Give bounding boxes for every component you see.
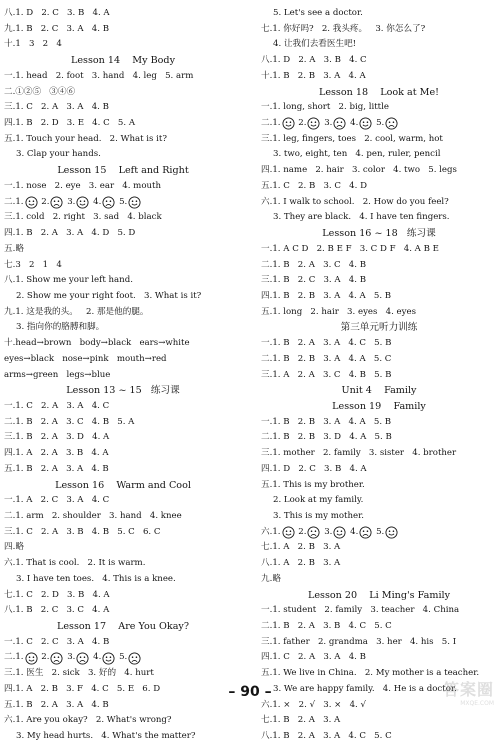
answer-text: 二.1. arm 2. shoulder 3. hand 4. knee (4, 511, 182, 521)
answer-text: 2. Show me your right foot. 3. What is it? (16, 290, 202, 301)
answer-text: 二.1. (4, 196, 24, 207)
answer-text: 五.1. C 2. B 3. C 4. D (261, 180, 367, 191)
answer-text: 五.1. This is my brother. (261, 479, 365, 490)
answer-line (4, 336, 242, 352)
answer-text: 三.1. B 2. C 3. A 4. B (261, 275, 367, 286)
answer-line (261, 368, 497, 384)
answer-line (4, 147, 242, 163)
answer-text: 九.1. 这是我的头。 2. 那是他的腿。 (4, 306, 149, 317)
answer-text: 5. (116, 196, 128, 207)
answer-text: 三.1. father 2. grandma 3. her 4. his 5. I (261, 636, 457, 647)
answer-text: 3. We are happy family. 4. He is a doctor. (273, 683, 457, 694)
answer-line (261, 556, 497, 572)
answer-line (261, 53, 497, 69)
answer-text: 3. two, eight, ten 4. pen, ruler, pencil (273, 149, 441, 160)
answer-text: 五.1. Touch your head. 2. What is it? (4, 133, 167, 144)
answer-text: 八.1. B 2. C 3. C 4. A (4, 605, 110, 616)
answer-text: 二.①②⑤ ③④⑥ (4, 86, 76, 97)
answer-text: 三.1. B 2. A 3. D 4. A (4, 432, 110, 443)
answer-line (4, 446, 242, 462)
answer-text: 八.1. A 2. B 3. A (261, 558, 341, 569)
answer-text: 2. (295, 118, 307, 129)
answer-text: 四.1. D 2. C 3. B 4. A (261, 463, 367, 474)
answer-text: Lesson 20 Li Ming's Family (308, 589, 450, 601)
answer-text: 4. (90, 196, 102, 207)
answer-text: Lesson 15 Left and Right (57, 165, 189, 177)
answer-text: 3. 指向你的胳膊和脚。 (16, 322, 105, 333)
answer-text: 一.1. long, short 2. big, little (261, 102, 389, 113)
answer-line (261, 603, 497, 619)
answer-line (4, 6, 242, 22)
lesson-heading (261, 588, 497, 604)
answer-line (261, 635, 497, 651)
answer-line (4, 540, 242, 556)
answer-text: 六.1. I walk to school. 2. How do you feel? (261, 196, 449, 207)
answer-text: 五.1. B 2. A 3. A 4. B (4, 699, 109, 710)
answer-text: 4. (347, 118, 359, 129)
answer-line (261, 22, 497, 38)
answer-line (4, 132, 242, 148)
answer-text: 四.1. A 2. A 3. B 4. A (4, 448, 109, 459)
answer-text: 三.1. A 2. A 3. C 4. B 5. B (261, 369, 392, 380)
answer-text: 六.1. (261, 526, 281, 537)
lesson-heading (261, 320, 497, 336)
answer-text: Lesson 17 Are You Okay? (56, 621, 189, 633)
answer-text: 一.1. nose 2. eye 3. ear 4. mouth (4, 180, 162, 191)
answer-text: 一.1. C 2. A 3. A 4. C (4, 400, 110, 411)
answer-text: 三.1. 医生 2. sick 3. 好的 4. hurt (4, 668, 154, 679)
answer-text: Lesson 18 Look at Me! (318, 86, 440, 98)
lesson-heading (261, 383, 497, 399)
answer-text: Lesson 19 Family (332, 400, 426, 412)
answer-line (4, 588, 242, 604)
answer-text: 5. Let's see a doctor. (273, 8, 363, 18)
smiley-face-icon (307, 117, 320, 130)
answer-text: 八.1. D 2. A 3. B 4. C (261, 55, 367, 66)
smiley-face-icon (359, 117, 372, 130)
sad-face-icon (333, 117, 346, 130)
answer-line (4, 415, 242, 431)
answer-line (261, 430, 497, 446)
answer-text: Lesson 16 ~ 18 练习课 (322, 228, 436, 240)
answer-text: 七.3 2 1 4 (4, 259, 62, 270)
answer-text: 5. (373, 526, 385, 537)
answer-text: 4. (90, 652, 102, 663)
answer-line (4, 116, 242, 132)
answer-text: Lesson 13 ~ 15 练习课 (66, 385, 180, 397)
answer-text: 五.1. B 2. A 3. A 4. B (4, 463, 109, 474)
answer-line (4, 603, 242, 619)
answer-line (4, 493, 242, 509)
answer-text: 3. Clap your hands. (16, 149, 101, 160)
answer-text: 5. (116, 652, 128, 663)
smiley-face-icon (25, 652, 38, 665)
answer-text: 二.1. (4, 652, 24, 663)
answer-line (261, 6, 497, 22)
answer-text: 第三单元听力训练 (340, 322, 418, 334)
answer-text: 3. My head hurts. 4. What's the matter? (16, 731, 196, 742)
answer-text: 2. (295, 526, 307, 537)
answer-text: Lesson 16 Warm and Cool (55, 479, 191, 491)
lesson-heading (4, 619, 242, 635)
lesson-heading (4, 478, 242, 494)
answer-line (261, 37, 497, 53)
answer-text: 二.1. B 2. A 3. C 4. B 5. A (4, 416, 135, 427)
answer-text: 三.1. C 2. A 3. A 4. B (4, 102, 109, 113)
sad-face-icon (307, 526, 320, 539)
answer-text: 一.1. B 2. B 3. A 4. A 5. B (261, 416, 392, 427)
answer-line (261, 210, 497, 226)
answer-column-left (4, 6, 242, 745)
answer-line (261, 729, 497, 745)
answer-text: 3. (321, 118, 333, 129)
answer-line (4, 352, 242, 368)
answer-line (4, 462, 242, 478)
sad-face-icon (50, 196, 63, 209)
answer-line (261, 415, 497, 431)
answer-line (261, 195, 497, 211)
answer-text: 七.1. C 2. D 3. B 4. A (4, 589, 110, 600)
answer-line (261, 305, 497, 321)
answer-text: 四.1. A 2. B 3. F 4. C 5. E 6. D (4, 683, 161, 694)
answer-text: 七.1. B 2. A 3. A (261, 715, 341, 726)
answer-text: 四.1. B 2. A 3. A 4. D 5. D (4, 228, 136, 239)
lesson-heading (4, 53, 242, 69)
answer-line (4, 305, 242, 321)
lesson-heading (261, 399, 497, 415)
answer-line (4, 273, 242, 289)
answer-text: 三.1. cold 2. right 3. sad 4. black (4, 212, 162, 223)
answer-text: 一.1. student 2. family 3. teacher 4. China (261, 605, 460, 616)
smiley-face-icon (385, 526, 398, 539)
lesson-heading (261, 226, 497, 242)
answer-line (4, 729, 242, 745)
answer-line (4, 258, 242, 274)
answer-text: 二.1. (261, 118, 281, 129)
smiley-face-icon (282, 526, 295, 539)
lesson-heading (261, 85, 497, 101)
answer-text: 六.1. Are you okay? 2. What's wrong? (4, 715, 172, 726)
answer-line (4, 650, 242, 666)
answer-text: 3. They are black. 4. I have ten fingers. (273, 212, 450, 223)
answer-line (4, 226, 242, 242)
answer-text: 一.1. head 2. foot 3. hand 4. leg 5. arm (4, 70, 194, 81)
answer-line (261, 258, 497, 274)
answer-text: 3. (321, 526, 333, 537)
watermark (443, 677, 494, 707)
sad-face-icon (128, 652, 141, 665)
answer-text: 八.1. B 2. A 3. A 4. C 5. C (261, 731, 392, 742)
answer-text: 4. (347, 526, 359, 537)
answer-text: 二.1. B 2. B 3. D 4. A 5. B (261, 432, 392, 443)
sad-face-icon (385, 117, 398, 130)
answer-line (4, 368, 242, 384)
answer-line (261, 462, 497, 478)
answer-line (261, 446, 497, 462)
answer-line (4, 430, 242, 446)
answer-text: 二.1. B 2. A 3. C 4. B (261, 259, 367, 270)
answer-text: 四.1. C 2. A 3. A 4. B (261, 652, 366, 663)
answer-line (261, 540, 497, 556)
answer-text: 八.1. D 2. C 3. B 4. A (4, 8, 110, 18)
answer-text: 三.1. mother 2. family 3. sister 4. brother (261, 448, 457, 459)
smiley-face-icon (76, 196, 89, 209)
answer-text: 一.1. B 2. A 3. A 4. C 5. B (261, 338, 392, 349)
answer-line (4, 195, 242, 211)
answer-text: 3. I have ten toes. 4. This is a knee. (16, 573, 176, 584)
answer-line (4, 525, 242, 541)
answer-text: 五.略 (4, 243, 24, 254)
answer-text: 一.1. C 2. C 3. A 4. B (4, 636, 110, 647)
answer-line (261, 179, 497, 195)
answer-line (4, 85, 242, 101)
answer-text: 四.1. name 2. hair 3. color 4. two 5. legs (261, 165, 457, 176)
answer-text: 3. This is my mother. (273, 511, 365, 521)
answer-text: 一.1. A 2. C 3. A 4. C (4, 495, 110, 506)
lesson-heading (4, 163, 242, 179)
answer-line (261, 242, 497, 258)
answer-line (261, 525, 497, 541)
answer-line (4, 37, 242, 53)
answer-text: 九.1. B 2. C 3. A 4. B (4, 23, 110, 34)
answer-text: 三.1. C 2. A 3. B 4. B 5. C 6. C (4, 526, 161, 537)
answer-line (261, 713, 497, 729)
answer-text: 一.1. A C D 2. B E F 3. C D F 4. A B E (261, 243, 439, 254)
answer-text: eyes→black nose→pink mouth→red (4, 353, 167, 364)
answer-text: 九.略 (261, 573, 281, 584)
answer-text: 十.1 3 2 4 (4, 39, 62, 50)
answer-line (261, 289, 497, 305)
smiley-face-icon (128, 196, 141, 209)
sad-face-icon (76, 652, 89, 665)
answer-text: 十.head→brown body→black ears→white (4, 338, 190, 349)
watermark-url: MXQE.COM (460, 700, 494, 707)
answer-line (4, 572, 242, 588)
answer-line (261, 147, 497, 163)
answer-line (4, 713, 242, 729)
answer-text: 二.1. B 2. A 3. B 4. C 5. C (261, 621, 392, 632)
answer-text: 七.1. 你好吗? 2. 我头疼。 3. 你怎么了? (261, 23, 426, 34)
answer-text: 六.1. That is cool. 2. It is warm. (4, 558, 146, 569)
answer-text: 八.1. Show me your left hand. (4, 275, 133, 286)
answer-line (4, 509, 242, 525)
answer-text: 3. (64, 196, 76, 207)
page-number: – 90 – (228, 684, 272, 700)
answer-text: 2. (38, 196, 50, 207)
answer-text: 四.略 (4, 542, 24, 553)
answer-line (4, 289, 242, 305)
answer-line (261, 650, 497, 666)
answer-text: 二.1. B 2. B 3. A 4. A 5. C (261, 353, 392, 364)
watermark-logo: 答案圈 (442, 680, 494, 699)
answer-line (261, 336, 497, 352)
answer-text: 4. 让我们去看医生吧! (273, 39, 357, 50)
answer-line (4, 210, 242, 226)
lesson-heading (4, 383, 242, 399)
answer-line (261, 493, 497, 509)
answer-line (261, 572, 497, 588)
answer-line (4, 666, 242, 682)
answer-text: 3. (64, 652, 76, 663)
answer-text: 十.1. B 2. B 3. A 4. A (261, 70, 366, 81)
answer-line (261, 163, 497, 179)
answer-line (4, 242, 242, 258)
answer-line (4, 399, 242, 415)
answer-text: 五.1. long 2. hair 3. eyes 4. eyes (261, 306, 416, 317)
answer-text: 2. Look at my family. (273, 495, 364, 506)
answer-line (261, 273, 497, 289)
answer-line (261, 478, 497, 494)
answer-line (4, 556, 242, 572)
sad-face-icon (50, 652, 63, 665)
sad-face-icon (102, 196, 115, 209)
answer-column-right (261, 6, 497, 745)
answer-text: 2. (38, 652, 50, 663)
answer-line (4, 100, 242, 116)
smiley-face-icon (333, 526, 346, 539)
answer-line (261, 100, 497, 116)
answer-line (261, 509, 497, 525)
smiley-face-icon (25, 196, 38, 209)
answer-line (261, 619, 497, 635)
answer-text: 五.1. We live in China. 2. My mother is a teacher. (261, 668, 480, 679)
answer-line (4, 635, 242, 651)
answer-text: arms→green legs→blue (4, 369, 111, 380)
answer-text: Unit 4 Family (341, 385, 417, 397)
sad-face-icon (359, 526, 372, 539)
answer-text: 四.1. B 2. D 3. E 4. C 5. A (4, 118, 136, 129)
answer-text: Lesson 14 My Body (71, 55, 175, 67)
answer-line (4, 320, 242, 336)
answer-line (261, 69, 497, 85)
answer-line (4, 22, 242, 38)
answer-line (261, 352, 497, 368)
answer-text: 七.1. A 2. B 3. A (261, 542, 341, 553)
smiley-face-icon (282, 117, 295, 130)
answer-line (261, 132, 497, 148)
answer-text: 四.1. B 2. B 3. A 4. A 5. B (261, 290, 392, 301)
answer-text: 三.1. leg, fingers, toes 2. cool, warm, hot (261, 133, 443, 144)
answer-text: 六.1. × 2. √ 3. × 4. √ (261, 699, 366, 710)
smiley-face-icon (102, 652, 115, 665)
answer-text: 5. (373, 118, 385, 129)
answer-line (4, 69, 242, 85)
answer-line (261, 116, 497, 132)
answer-line (4, 179, 242, 195)
